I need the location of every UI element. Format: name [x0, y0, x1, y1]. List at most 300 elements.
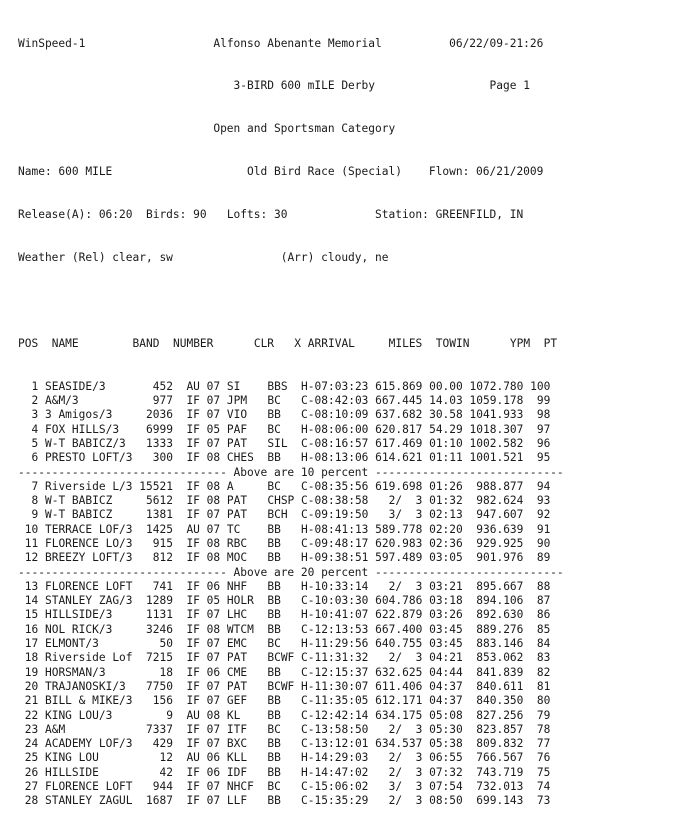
ypm: 901.976 [469, 551, 524, 565]
arrival: 10:33:14 [314, 579, 369, 593]
band-year: IF [186, 422, 200, 436]
club: PAF [226, 422, 261, 436]
color: BC [267, 394, 302, 408]
miles: 622.879 [375, 608, 423, 622]
arrival: 08:10:09 [314, 408, 369, 422]
result-row: 3 3 Amigos/3 2036 IF 07 VIO BB C-08:10:09 637.682 30.58 1041.933 98 [18, 408, 551, 422]
towin: 30.58 [429, 408, 463, 422]
ypm: 1001.521 [469, 451, 524, 465]
band: 977 [139, 394, 173, 408]
band: 6999 [139, 422, 173, 436]
towin: 05:38 [429, 737, 463, 751]
towin: 01:26 [429, 479, 463, 493]
band: 915 [139, 536, 173, 550]
color: BCH [267, 508, 302, 522]
result-row: 9 W-T BABICZ 1381 IF 07 PAT BCH C-09:19:50 3/ 3 02:13 947.607 92 [18, 508, 551, 522]
towin: 07:32 [429, 765, 463, 779]
arrival: 15:35:29 [314, 794, 369, 808]
points: 97 [530, 422, 551, 436]
band-yy: 07 [206, 651, 221, 665]
pos: 4 [18, 422, 39, 436]
club: CME [226, 665, 261, 679]
ypm: 766.567 [469, 751, 524, 765]
column-header: BAND [132, 336, 160, 350]
band-year: AU [186, 708, 200, 722]
event-name: Alfonso Abenante Memorial [213, 36, 382, 50]
color: SIL [267, 436, 302, 450]
club: JPM [226, 394, 261, 408]
x-clock: C [301, 508, 308, 522]
miles: 619.698 [375, 479, 423, 493]
points: 95 [530, 451, 551, 465]
percent-separator: ------------------------------- Above are 10 percent ---------------------------- [18, 465, 564, 479]
band-yy: 05 [206, 422, 221, 436]
name: FLORENCE LOFT [44, 579, 140, 593]
separator-label: Above are 10 percent [233, 465, 369, 479]
club: LLF [226, 794, 261, 808]
band-year: AU [186, 522, 200, 536]
points: 96 [530, 436, 551, 450]
result-row: 28 STANLEY ZAGUL 1687 IF 07 LLF BB C-15:35:29 2/ 3 08:50 699.143 73 [18, 794, 551, 808]
result-row: 6 PRESTO LOFT/3 300 IF 08 CHES BB H-08:13:06 614.621 01:11 1001.521 95 [18, 451, 551, 465]
club: LHC [226, 608, 261, 622]
color: BC [267, 722, 302, 736]
band: 1333 [139, 436, 173, 450]
category: Open and Sportsman Category [213, 122, 396, 136]
band-year: IF [186, 551, 200, 565]
points: 84 [530, 637, 551, 651]
arrival: 09:19:50 [314, 508, 369, 522]
band-yy: 07 [206, 379, 221, 393]
club: EMC [226, 637, 261, 651]
miles: 3/ 3 [375, 508, 423, 522]
x-clock: C [301, 694, 308, 708]
result-row: 23 A&M 7337 IF 07 ITF BC C-13:58:50 2/ 3 05:30 823.857 78 [18, 722, 551, 736]
pos: 26 [18, 765, 39, 779]
miles: 2/ 3 [375, 794, 423, 808]
arrival: 15:06:02 [314, 780, 369, 794]
color: BB [267, 408, 302, 422]
column-header: PT [543, 336, 558, 350]
points: 81 [530, 679, 551, 693]
arrival: 08:13:06 [314, 451, 369, 465]
result-row: 16 NOL RICK/3 3246 IF 08 WTCM BB C-12:13:53 667.400 03:45 889.276 85 [18, 622, 551, 636]
name: Riverside L/3 [44, 479, 140, 493]
towin: 02:13 [429, 508, 463, 522]
name: STANLEY ZAG/3 [44, 594, 140, 608]
x-clock: H [301, 637, 308, 651]
page-number: Page 1 [489, 79, 530, 93]
result-row: 1 SEASIDE/3 452 AU 07 SI BBS H-07:03:23 615.869 00.00 1072.780 100 [18, 379, 551, 393]
result-row: 26 HILLSIDE 42 IF 06 IDF BB H-14:47:02 2/ 3 07:32 743.719 75 [18, 765, 551, 779]
ypm: 809.832 [469, 737, 524, 751]
band: 300 [139, 451, 173, 465]
points: 75 [530, 765, 551, 779]
points: 89 [530, 551, 551, 565]
club: A [226, 479, 261, 493]
club: MOC [226, 551, 261, 565]
band: 741 [139, 579, 173, 593]
result-row: 8 W-T BABICZ 5612 IF 08 PAT CHSP C-08:38:58 2/ 3 01:32 982.624 93 [18, 494, 551, 508]
weather-release: Weather (Rel) clear, sw [18, 251, 173, 265]
ypm: 947.607 [469, 508, 524, 522]
result-row: 13 FLORENCE LOFT 741 IF 06 NHF BB H-10:33:14 2/ 3 03:21 895.667 88 [18, 579, 551, 593]
ypm: 889.276 [469, 622, 524, 636]
band-yy: 07 [206, 522, 221, 536]
band: 1381 [139, 508, 173, 522]
miles: 637.682 [375, 408, 423, 422]
band-year: IF [186, 722, 200, 736]
arrival: 08:35:56 [314, 479, 369, 493]
points: 91 [530, 522, 551, 536]
x-clock: H [301, 765, 308, 779]
pos: 13 [18, 579, 39, 593]
name: FLORENCE LOFT [44, 780, 140, 794]
results-table [18, 380, 686, 809]
result-row: 10 TERRACE LOF/3 1425 AU 07 TC BB H-08:41:13 589.778 02:20 936.639 91 [18, 522, 551, 536]
x-clock: C [301, 394, 308, 408]
band: 42 [139, 765, 173, 779]
result-row: 12 BREEZY LOFT/3 812 IF 08 MOC BB H-09:38:51 597.489 03:05 901.976 89 [18, 551, 551, 565]
pos: 2 [18, 394, 39, 408]
ypm: 841.839 [469, 665, 524, 679]
points: 86 [530, 608, 551, 622]
band: 7750 [139, 679, 173, 693]
miles: 597.489 [375, 551, 423, 565]
band-year: IF [186, 637, 200, 651]
arrival: 11:29:56 [314, 637, 369, 651]
band: 12 [139, 751, 173, 765]
color: BB [267, 522, 302, 536]
ypm: 840.611 [469, 679, 524, 693]
name: HILLSIDE [44, 765, 140, 779]
points: 92 [530, 508, 551, 522]
name: KING LOU/3 [44, 708, 140, 722]
points: 77 [530, 737, 551, 751]
points: 87 [530, 594, 551, 608]
band-year: IF [186, 479, 200, 493]
band-yy: 07 [206, 394, 221, 408]
report-line-program [18, 37, 686, 51]
towin: 03:45 [429, 622, 463, 636]
name: HORSMAN/3 [44, 665, 140, 679]
result-row: 27 FLORENCE LOFT 944 IF 07 NHCF BC C-15:06:02 3/ 3 07:54 732.013 74 [18, 780, 551, 794]
name: ELMONT/3 [44, 637, 140, 651]
name: BILL & MIKE/3 [44, 694, 140, 708]
column-header: POS [18, 336, 39, 350]
x-clock: C [301, 594, 308, 608]
club: ITF [226, 722, 261, 736]
miles: 617.469 [375, 436, 423, 450]
result-row: 21 BILL & MIKE/3 156 IF 07 GEF BB C-11:35:05 612.171 04:37 840.350 80 [18, 694, 551, 708]
band-yy: 08 [206, 551, 221, 565]
miles: 620.817 [375, 422, 423, 436]
arrival: 14:47:02 [314, 765, 369, 779]
band-yy: 08 [206, 708, 221, 722]
name: W-T BABICZ/3 [44, 436, 140, 450]
band: 429 [139, 737, 173, 751]
column-header: NUMBER [172, 336, 214, 350]
name: FLORENCE LO/3 [44, 536, 140, 550]
column-header: CLR [253, 336, 275, 350]
arrival: 08:16:57 [314, 436, 369, 450]
towin: 03:18 [429, 594, 463, 608]
band: 50 [139, 637, 173, 651]
report-line-category [18, 122, 686, 136]
x-clock: C [301, 494, 308, 508]
color: BB [267, 536, 302, 550]
band: 944 [139, 780, 173, 794]
blank-line [18, 294, 686, 308]
x-clock: C [301, 436, 308, 450]
points: 82 [530, 665, 551, 679]
miles: 632.625 [375, 665, 423, 679]
band-year: IF [186, 579, 200, 593]
color: BCWF [267, 651, 302, 665]
x-clock: H [301, 551, 308, 565]
points: 73 [530, 794, 551, 808]
x-clock: C [301, 622, 308, 636]
club: KLL [226, 751, 261, 765]
ypm: 1059.178 [469, 394, 524, 408]
ypm: 853.062 [469, 651, 524, 665]
arrival: 12:13:53 [314, 622, 369, 636]
pos: 5 [18, 436, 39, 450]
color: BB [267, 794, 302, 808]
club: KL [226, 708, 261, 722]
band-yy: 06 [206, 665, 221, 679]
pos: 7 [18, 479, 39, 493]
band-year: IF [186, 494, 200, 508]
ypm: 1002.582 [469, 436, 524, 450]
color: BB [267, 765, 302, 779]
miles: 2/ 3 [375, 494, 423, 508]
color: BB [267, 579, 302, 593]
band-yy: 08 [206, 622, 221, 636]
arrival: 11:31:32 [314, 651, 369, 665]
race-name: Name: 600 MILE [18, 165, 113, 179]
arrival: 14:29:03 [314, 751, 369, 765]
ypm: 894.106 [469, 594, 524, 608]
miles: 2/ 3 [375, 751, 423, 765]
ypm: 699.143 [469, 794, 524, 808]
ypm: 929.925 [469, 536, 524, 550]
pos: 9 [18, 508, 39, 522]
x-clock: C [301, 665, 308, 679]
band-yy: 08 [206, 451, 221, 465]
club: PAT [226, 436, 261, 450]
x-clock: H [301, 608, 308, 622]
towin: 05:30 [429, 722, 463, 736]
program-name: WinSpeed-1 [18, 36, 86, 50]
arrival: 12:42:14 [314, 708, 369, 722]
x-clock: H [301, 422, 308, 436]
band: 7215 [139, 651, 173, 665]
percent-separator: ------------------------------- Above are 20 percent ---------------------------- [18, 565, 564, 579]
x-clock: H [301, 522, 308, 536]
club: SI [226, 379, 261, 393]
arrival: 10:03:30 [314, 594, 369, 608]
arrival: 10:41:07 [314, 608, 369, 622]
club: NHF [226, 579, 261, 593]
color: BC [267, 479, 302, 493]
ypm: 892.630 [469, 608, 524, 622]
band-year: IF [186, 794, 200, 808]
column-header: YPM [509, 336, 531, 350]
club: PAT [226, 651, 261, 665]
pos: 6 [18, 451, 39, 465]
name: Riverside Lof [44, 651, 140, 665]
miles: 2/ 3 [375, 651, 423, 665]
ypm: 982.624 [469, 494, 524, 508]
report-line-race [18, 79, 686, 93]
race-type: Old Bird Race (Special) [247, 165, 402, 179]
points: 83 [530, 651, 551, 665]
miles: 640.755 [375, 637, 423, 651]
ypm: 732.013 [469, 780, 524, 794]
name: W-T BABICZ [44, 508, 140, 522]
pos: 24 [18, 737, 39, 751]
result-row: 11 FLORENCE LO/3 915 IF 08 RBC BB C-09:48:17 620.983 02:36 929.925 90 [18, 536, 551, 550]
arrival: 11:30:07 [314, 679, 369, 693]
miles: 634.537 [375, 737, 423, 751]
arrival: 09:48:17 [314, 536, 369, 550]
band-yy: 06 [206, 579, 221, 593]
towin: 00.00 [429, 379, 463, 393]
lofts-count: Lofts: 30 [226, 208, 288, 222]
band-yy: 07 [206, 794, 221, 808]
club: GEF [226, 694, 261, 708]
flown-date: Flown: 06/21/2009 [428, 165, 544, 179]
result-row: 5 W-T BABICZ/3 1333 IF 07 PAT SIL C-08:16:57 617.469 01:10 1002.582 96 [18, 436, 551, 450]
name: PRESTO LOFT/3 [44, 451, 140, 465]
club: VIO [226, 408, 261, 422]
pos: 19 [18, 665, 39, 679]
band-yy: 08 [206, 536, 221, 550]
band: 18 [139, 665, 173, 679]
weather-arrival: (Arr) cloudy, ne [280, 251, 389, 265]
band: 1289 [139, 594, 173, 608]
band-year: IF [186, 436, 200, 450]
towin: 04:21 [429, 651, 463, 665]
points: 88 [530, 579, 551, 593]
points: 90 [530, 536, 551, 550]
band: 812 [139, 551, 173, 565]
band-yy: 07 [206, 694, 221, 708]
points: 93 [530, 494, 551, 508]
miles: 614.621 [375, 451, 423, 465]
pos: 28 [18, 794, 39, 808]
color: CHSP [267, 494, 302, 508]
band: 452 [139, 379, 173, 393]
arrival: 08:38:58 [314, 494, 369, 508]
towin: 14.03 [429, 394, 463, 408]
name: KING LOU [44, 751, 140, 765]
result-row: 15 HILLSIDE/3 1131 IF 07 LHC BB H-10:41:07 622.879 03:26 892.630 86 [18, 608, 551, 622]
band-yy: 07 [206, 737, 221, 751]
band: 7337 [139, 722, 173, 736]
band: 1131 [139, 608, 173, 622]
band-yy: 07 [206, 436, 221, 450]
column-header: X [294, 336, 302, 350]
club: IDF [226, 765, 261, 779]
result-row: 22 KING LOU/3 9 AU 08 KL BB C-12:42:14 634.175 05:08 827.256 79 [18, 708, 551, 722]
pos: 23 [18, 722, 39, 736]
name: W-T BABICZ [44, 494, 140, 508]
pos: 20 [18, 679, 39, 693]
name: A&M [44, 722, 140, 736]
points: 100 [530, 379, 551, 393]
name: FOX HILLS/3 [44, 422, 140, 436]
ypm: 840.350 [469, 694, 524, 708]
result-row: 7 Riverside L/3 15521 IF 08 A BC C-08:35:56 619.698 01:26 988.877 94 [18, 479, 551, 493]
club: PAT [226, 494, 261, 508]
name: TERRACE LOF/3 [44, 522, 140, 536]
arrival: 08:06:00 [314, 422, 369, 436]
pos: 11 [18, 536, 39, 550]
arrival: 08:42:03 [314, 394, 369, 408]
band: 1425 [139, 522, 173, 536]
band-yy: 07 [206, 508, 221, 522]
band-year: IF [186, 765, 200, 779]
band-yy: 07 [206, 408, 221, 422]
column-header: NAME [51, 336, 79, 350]
result-row: 19 HORSMAN/3 18 IF 06 CME BB C-12:15:37 632.625 04:44 841.839 82 [18, 665, 551, 679]
miles: 667.400 [375, 622, 423, 636]
band-year: IF [186, 622, 200, 636]
ypm: 936.639 [469, 522, 524, 536]
name: 3 Amigos/3 [44, 408, 140, 422]
towin: 01:32 [429, 494, 463, 508]
towin: 06:55 [429, 751, 463, 765]
miles: 589.778 [375, 522, 423, 536]
color: BB [267, 708, 302, 722]
color: BB [267, 551, 302, 565]
miles: 634.175 [375, 708, 423, 722]
points: 76 [530, 751, 551, 765]
band-yy: 05 [206, 594, 221, 608]
color: BB [267, 451, 302, 465]
band-yy: 07 [206, 637, 221, 651]
color: BB [267, 594, 302, 608]
pos: 22 [18, 708, 39, 722]
band-year: IF [186, 780, 200, 794]
band-yy: 07 [206, 679, 221, 693]
points: 79 [530, 708, 551, 722]
name: ACADEMY LOF/3 [44, 737, 140, 751]
x-clock: C [301, 708, 308, 722]
color: BB [267, 751, 302, 765]
station: Station: GREENFILD, IN [375, 208, 524, 222]
band-year: IF [186, 665, 200, 679]
ypm: 823.857 [469, 722, 524, 736]
ypm: 895.667 [469, 579, 524, 593]
band-year: IF [186, 408, 200, 422]
club: HOLR [226, 594, 261, 608]
result-row: 4 FOX HILLS/3 6999 IF 05 PAF BC H-08:06:00 620.817 54.29 1018.307 97 [18, 422, 551, 436]
x-clock: C [301, 794, 308, 808]
towin: 04:44 [429, 665, 463, 679]
pos: 8 [18, 494, 39, 508]
name: A&M/3 [44, 394, 140, 408]
points: 74 [530, 780, 551, 794]
band: 3246 [139, 622, 173, 636]
band-year: IF [186, 451, 200, 465]
report-line-release [18, 208, 686, 222]
band-year: IF [186, 694, 200, 708]
color: BC [267, 422, 302, 436]
band: 5612 [139, 494, 173, 508]
